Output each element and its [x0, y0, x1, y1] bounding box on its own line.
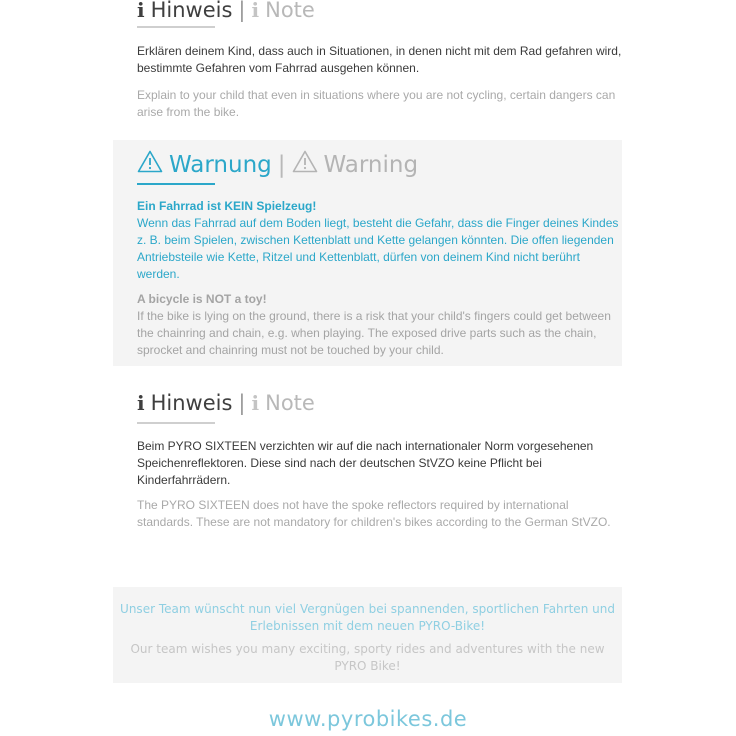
- note-heading: [137, 0, 315, 22]
- note-heading-en: Note: [265, 391, 315, 415]
- closing-box: [113, 587, 622, 683]
- note-heading: [137, 391, 315, 415]
- heading-separator: |: [238, 0, 246, 22]
- warning-title-en: A bicycle is NOT a toy!: [137, 292, 267, 306]
- info-icon: i: [137, 391, 145, 415]
- closing-text-de: Unser Team wünscht nun viel Vergnügen bei spannenden, sportlichen Fahrten und Erlebnissen mit dem neuen PYRO-Bike!: [120, 602, 615, 633]
- note-text-de: Erklären deinem Kind, dass auch in Situationen, in denen nicht mit dem Rad gefahren wird, bestimmte Gefahren vom Fahrrad ausgehen können.: [137, 44, 622, 75]
- warning-underline: [137, 183, 215, 185]
- heading-separator: |: [238, 391, 246, 415]
- note-heading-en: Note: [265, 0, 315, 22]
- warning-heading: [137, 150, 418, 179]
- note-heading-de: Hinweis: [150, 391, 233, 415]
- warning-triangle-icon: [292, 150, 318, 179]
- website-url[interactable]: www.pyrobikes.de: [268, 707, 468, 731]
- warning-text-de-block: [137, 198, 622, 283]
- closing-text-en: Our team wishes you many exciting, sporty rides and adventures with the new PYRO Bike!: [130, 642, 605, 673]
- warning-title-de: Ein Fahrrad ist KEIN Spielzeug!: [137, 199, 317, 213]
- warning-heading-de: Warnung: [169, 151, 272, 178]
- info-icon: i: [251, 391, 260, 415]
- heading-separator: |: [277, 151, 286, 178]
- note-text-en: Explain to your child that even in situations where you are not cycling, certain dangers can arise from the bike.: [137, 88, 616, 119]
- note-heading-de: Hinweis: [150, 0, 233, 22]
- note-text-en: The PYRO SIXTEEN does not have the spoke reflectors required by international standards. These are not mandatory for children's bikes according to the German StVZO.: [137, 498, 611, 529]
- warning-text-en: If the bike is lying on the ground, there is a risk that your child's fingers could get between the chainring and chain, e.g. when playing. The exposed drive parts such as the chain, sprocket and chainring must not be touched by your child.: [137, 309, 611, 357]
- note-text-de: Beim PYRO SIXTEEN verzichten wir auf die nach internationaler Norm vorgesehenen Speichenreflektoren. Diese sind nach der deutschen StVZO keine Pflicht bei Kinderfahrrädern.: [137, 439, 594, 487]
- heading-underline: [137, 26, 215, 28]
- info-icon: i: [251, 0, 260, 22]
- info-icon: i: [137, 0, 145, 22]
- warning-text-en-block: [137, 291, 622, 359]
- warning-heading-en: Warning: [323, 151, 419, 178]
- warning-text-de: Wenn das Fahrrad auf dem Boden liegt, besteht die Gefahr, dass die Finger deines Kindes z. B. beim Spielen, zwischen Kettenblatt und Kette gelangen könnten. Die offen liegenden Antriebsteile wie Kette, Ritzel und Kettenblatt, dürfen von deinem Kind nicht berührt werden.: [137, 216, 619, 281]
- heading-underline: [137, 422, 215, 424]
- warning-triangle-icon: [137, 150, 163, 179]
